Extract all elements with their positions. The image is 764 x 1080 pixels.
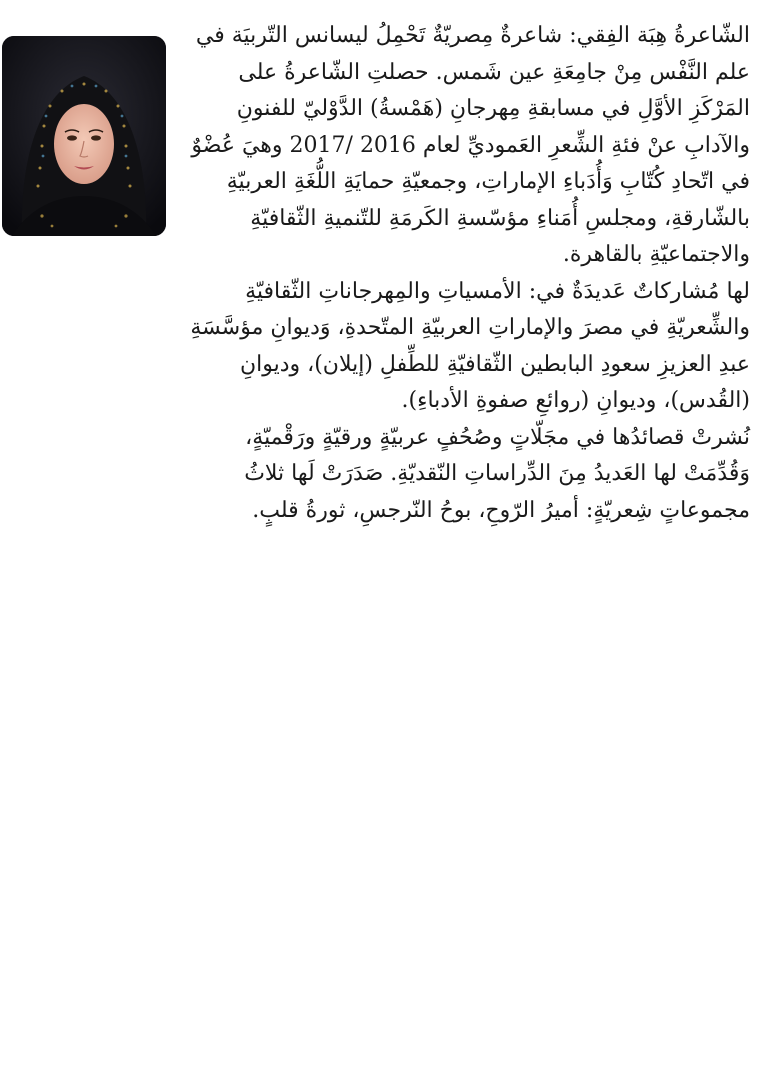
biography-paragraph-2: لها مُشاركاتٌ عَديدَةٌ في: الأمسياتِ والمِهرجاناتِ الثّقافيّةِ والشِّعريّةِ في مصرَ والإماراتِ العربيّةِ المتّحدةِ، وَديوانِ مؤسَّسَةِ عبدِ العزيزِ سعودِ البابطين الثّقافيّةِ للطِّفلِ (إيلان)، وديوانِ (القُدس)، وديوانِ (روائعِ صفوةِ الأدباءِ). (190, 278, 750, 413)
portrait-image (2, 36, 166, 236)
author-photo (2, 36, 166, 236)
biography-paragraph-1: الشّاعرةُ هِبَة الفِقي: شاعرةٌ مِصريّةٌ تَحْمِلُ ليسانس التّربيَة في علم النَّفْس مِنْ جامِعَةِ عين شَمس. حصلتِ الشّاعرةُ على المَرْكَزِ الأوَّلِ في مسابقةِ مِهرجانِ (هَمْسةُ) الدَّوْليّ للفنونِ والآدابِ عنْ فئةِ الشِّعرِ العَموديِّ لعام 2016 /2017 وهيَ عُضْوٌ في اتّحادِ كُتّابِ وَأُدَباءِ الإماراتِ، وجمعيّةِ حمايَةِ اللُّغَةِ العربيّةِ بالشّارقةِ، ومجلسِ أُمَناءِ مؤسّسةِ الكَرمَةِ للتّنميةِ الثّقافيّةِ والاجتماعيّةِ بالقاهرة. (191, 23, 750, 267)
biography-paragraph-3: نُشرتْ قصائدُها في مجَلّاتٍ وصُحُفٍ عربيّةٍ ورقيّةٍ ورَقْميّةٍ، وَقُدِّمَتْ لها العَديدُ مِنَ الدِّراساتِ النّقديّةِ. صَدَرَتْ لَها ثلاثُ مجموعاتٍ شِعريّةٍ: أميرُ الرّوحِ، بوحُ النّرجسِ، ثورةُ قلبٍ. (244, 424, 750, 523)
biography-text (180, 18, 750, 529)
